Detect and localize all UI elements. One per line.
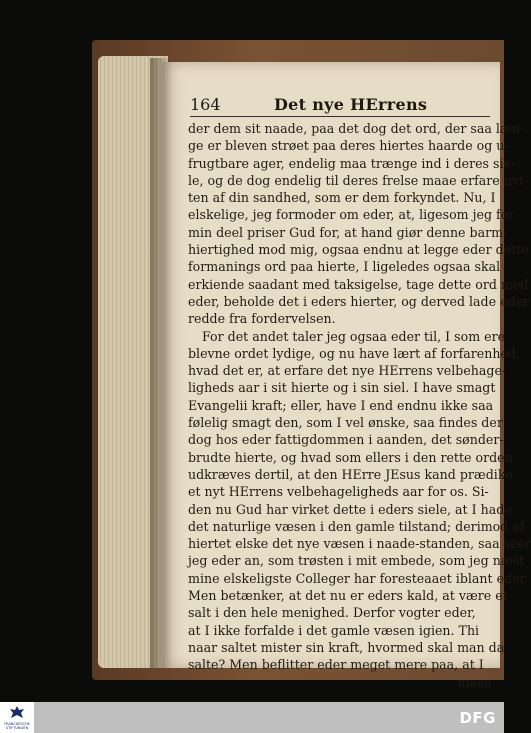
text-line: ten af din sandhed, som er dem forkyndet. Nu, I <box>188 190 496 206</box>
spine-shadow <box>150 58 172 668</box>
footer-bar <box>0 702 504 733</box>
text-line: salt i den hele menighed. Derfor vogter eder, <box>188 605 476 621</box>
text-line: eder, beholde det i eders hierter, og derved lade eder <box>188 293 530 309</box>
text-line: hvad det er, at erfare det nye HErrens velbehage- <box>188 363 507 379</box>
text-line: Men betænker, at det nu er eders kald, at være et <box>188 588 508 604</box>
book-page <box>162 62 531 690</box>
text-line: udkræves dertil, at den HErre JEsus kand prædike <box>188 466 513 482</box>
text-line: redde fra fordervelsen. <box>188 311 336 327</box>
text-line: brudte hierte, og hvad som ellers i den rette orden <box>188 449 513 465</box>
text-line: naar saltet mister sin kraft, hvormed skal man da <box>188 639 505 655</box>
text-line: dog hos eder fattigdommen i aanden, det sønder- <box>188 432 504 448</box>
text-line: frugtbare ager, endelig maa trænge ind i deres sie- <box>188 155 516 171</box>
page-number: 164 <box>190 95 221 114</box>
running-head: Det nye HErrens <box>274 95 428 114</box>
text-line: formanings ord paa hierte, I ligeledes ogsaa skal <box>188 259 501 275</box>
text-line: hiertet elske det nye væsen i naade-standen, saa seer <box>188 536 531 552</box>
text-line: ligheds aar i sit hierte og i sin siel. I have smagt <box>188 380 496 396</box>
text-line: erkiende saadant med taksigelse, tage dette ord med <box>188 276 529 292</box>
text-line: at I ikke forfalde i det gamle væsen igien. Thi <box>188 622 480 638</box>
text-line: blevne ordet lydige, og nu have lært af forfarenhed, <box>188 345 520 361</box>
institution-logo[interactable] <box>0 702 34 733</box>
text-line: det naturlige væsen i den gamle tilstand; derimod af <box>188 518 525 534</box>
text-line: le, og de dog endelig til deres frelse maae erfare nyt- <box>188 172 529 188</box>
dfg-logo[interactable]: DFG <box>459 709 496 727</box>
text-line: følelig smagt den, som I vel ønske, saa findes der <box>188 415 503 431</box>
text-line: Evangelii kraft; eller, have I end endnu ikke saa <box>188 397 494 413</box>
text-line: jeg eder an, som trøsten i mit embede, som jeg næst <box>188 553 525 569</box>
text-line: mine elskeligste Colleger har foresteaaet iblant eder. <box>188 570 529 586</box>
text-line: den nu Gud har virket dette i eders siele, at I hade <box>188 501 512 517</box>
text-line: min deel priser Gud for, at hand giør denne barm- <box>188 224 508 240</box>
text-line: der dem sit naade, paa det dog det ord, der saa læn- <box>188 121 525 136</box>
text-line: hiertighed mod mig, ogsaa endnu at legge eder dette <box>188 242 529 258</box>
text-line: elskelige, jeg formoder om eder, at, ligesom jeg for <box>188 207 515 223</box>
library-eagle-icon <box>8 705 26 721</box>
text-line: salte? Men beflitter eder meget mere paa, at I <box>188 657 484 673</box>
text-line: For det andet taler jeg ogsaa eder til, I som ere <box>202 328 506 344</box>
logo-text: FRANCKESCHE STIFTUNGEN <box>4 722 30 730</box>
text-line: ge er bleven strøet paa deres hiertes haarde og u- <box>188 138 509 154</box>
text-line: maae <box>457 674 492 690</box>
text-line: et nyt HErrens velbehageligheds aar for os. Si- <box>188 484 489 500</box>
body-text <box>188 120 531 691</box>
page-header <box>190 94 490 117</box>
